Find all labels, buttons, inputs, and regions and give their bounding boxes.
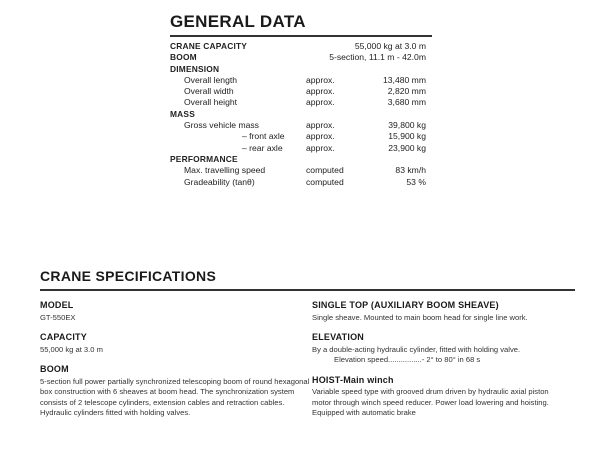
spec-label: CRANE CAPACITY [170, 41, 248, 51]
spec-label: – rear axle [242, 142, 283, 153]
hoist-heading: HOIST-Main winch [312, 374, 394, 385]
crane-specifications-header [40, 268, 575, 291]
general-data-row [170, 131, 440, 142]
spec-label: Gradeability (tanθ) [184, 176, 255, 187]
model-section [40, 300, 310, 323]
spec-label: Max. travelling speed [184, 165, 266, 176]
spec-label: Overall height [184, 97, 238, 108]
spec-qualifier: approx. [306, 74, 335, 85]
general-data-row [170, 165, 440, 176]
single-top-text: Single sheave. Mounted to main boom head for single line work. [312, 312, 528, 322]
spec-label: MASS [170, 108, 195, 119]
spec-value: 55,000 kg at 3.0 m [354, 41, 426, 51]
capacity-text: 55,000 kg at 3.0 m [40, 344, 103, 354]
spec-value: 83 km/h [395, 165, 426, 176]
specs-right-column [312, 300, 570, 419]
spec-label: Gross vehicle mass [184, 120, 259, 131]
general-data-section [170, 12, 440, 188]
general-data-row [170, 177, 440, 188]
spec-qualifier: approx. [306, 142, 335, 153]
general-data-row [170, 97, 440, 108]
spec-qualifier: computed [306, 165, 344, 176]
spec-label: DIMENSION [170, 63, 220, 74]
spec-qualifier: approx. [306, 120, 335, 131]
general-data-row [170, 120, 440, 131]
general-data-row [170, 52, 440, 63]
elevation-text: By a double-acting hydraulic cylinder, fitted with holding valve. [312, 344, 521, 354]
spec-qualifier: approx. [306, 131, 335, 142]
spec-label: Overall length [184, 74, 238, 85]
spec-label: Overall width [184, 86, 234, 97]
specs-left-column [40, 300, 310, 419]
general-data-row [170, 64, 440, 75]
capacity-heading: CAPACITY [40, 332, 87, 342]
general-data-row [170, 86, 440, 97]
crane-specifications-title: CRANE SPECIFICATIONS [40, 268, 217, 284]
general-data-row [170, 143, 440, 154]
spec-value: 23,900 kg [388, 142, 426, 153]
elevation-section [312, 332, 570, 366]
spec-value: 5-section, 11.1 m - 42.0m [329, 52, 426, 63]
capacity-section [40, 332, 310, 355]
general-data-row [170, 154, 440, 165]
hoist-text: Variable speed type with grooved drum driven by hydraulic axial piston motor through winch speed reducer. Power load lowering and hoisting. Equipped with automatic brake [312, 387, 549, 417]
boom-text: 5-section full power partially synchronized telescoping boom of round hexagonal box construction with 6 sheaves at boom head. The synchronization system consists of 2 telescope cylinders, extension cables and retraction cables. Hydraulic cylinders fitted with holding valves. [40, 376, 310, 417]
general-data-rule [170, 35, 432, 37]
general-data-row [170, 109, 440, 120]
general-data-row [170, 75, 440, 86]
spec-qualifier: approx. [306, 86, 335, 97]
hoist-section [312, 375, 570, 419]
general-data-title: GENERAL DATA [170, 12, 306, 31]
single-top-section [312, 300, 570, 323]
boom-section [40, 364, 310, 419]
spec-label: BOOM [170, 52, 197, 63]
spec-value: 13,480 mm [383, 74, 426, 85]
spec-value: 39,800 kg [388, 120, 426, 131]
elevation-speed: Elevation speed................- 2° to 80° in 68 s [334, 355, 481, 364]
spec-label: PERFORMANCE [170, 153, 238, 164]
boom-heading: BOOM [40, 364, 69, 374]
general-data-row [170, 41, 440, 52]
model-heading: MODEL [40, 300, 74, 310]
single-top-heading: SINGLE TOP (AUXILIARY BOOM SHEAVE) [312, 300, 499, 310]
model-text: GT-550EX [40, 312, 76, 322]
spec-value: 15,900 kg [388, 131, 426, 142]
elevation-heading: ELEVATION [312, 332, 364, 342]
spec-value: 3,680 mm [387, 97, 426, 108]
crane-specifications-rule [40, 289, 575, 291]
spec-value: 53 % [406, 176, 426, 187]
spec-value: 2,820 mm [387, 86, 426, 97]
spec-label: – front axle [242, 131, 285, 142]
spec-qualifier: computed [306, 176, 344, 187]
general-data-table [170, 41, 440, 188]
spec-qualifier: approx. [306, 97, 335, 108]
